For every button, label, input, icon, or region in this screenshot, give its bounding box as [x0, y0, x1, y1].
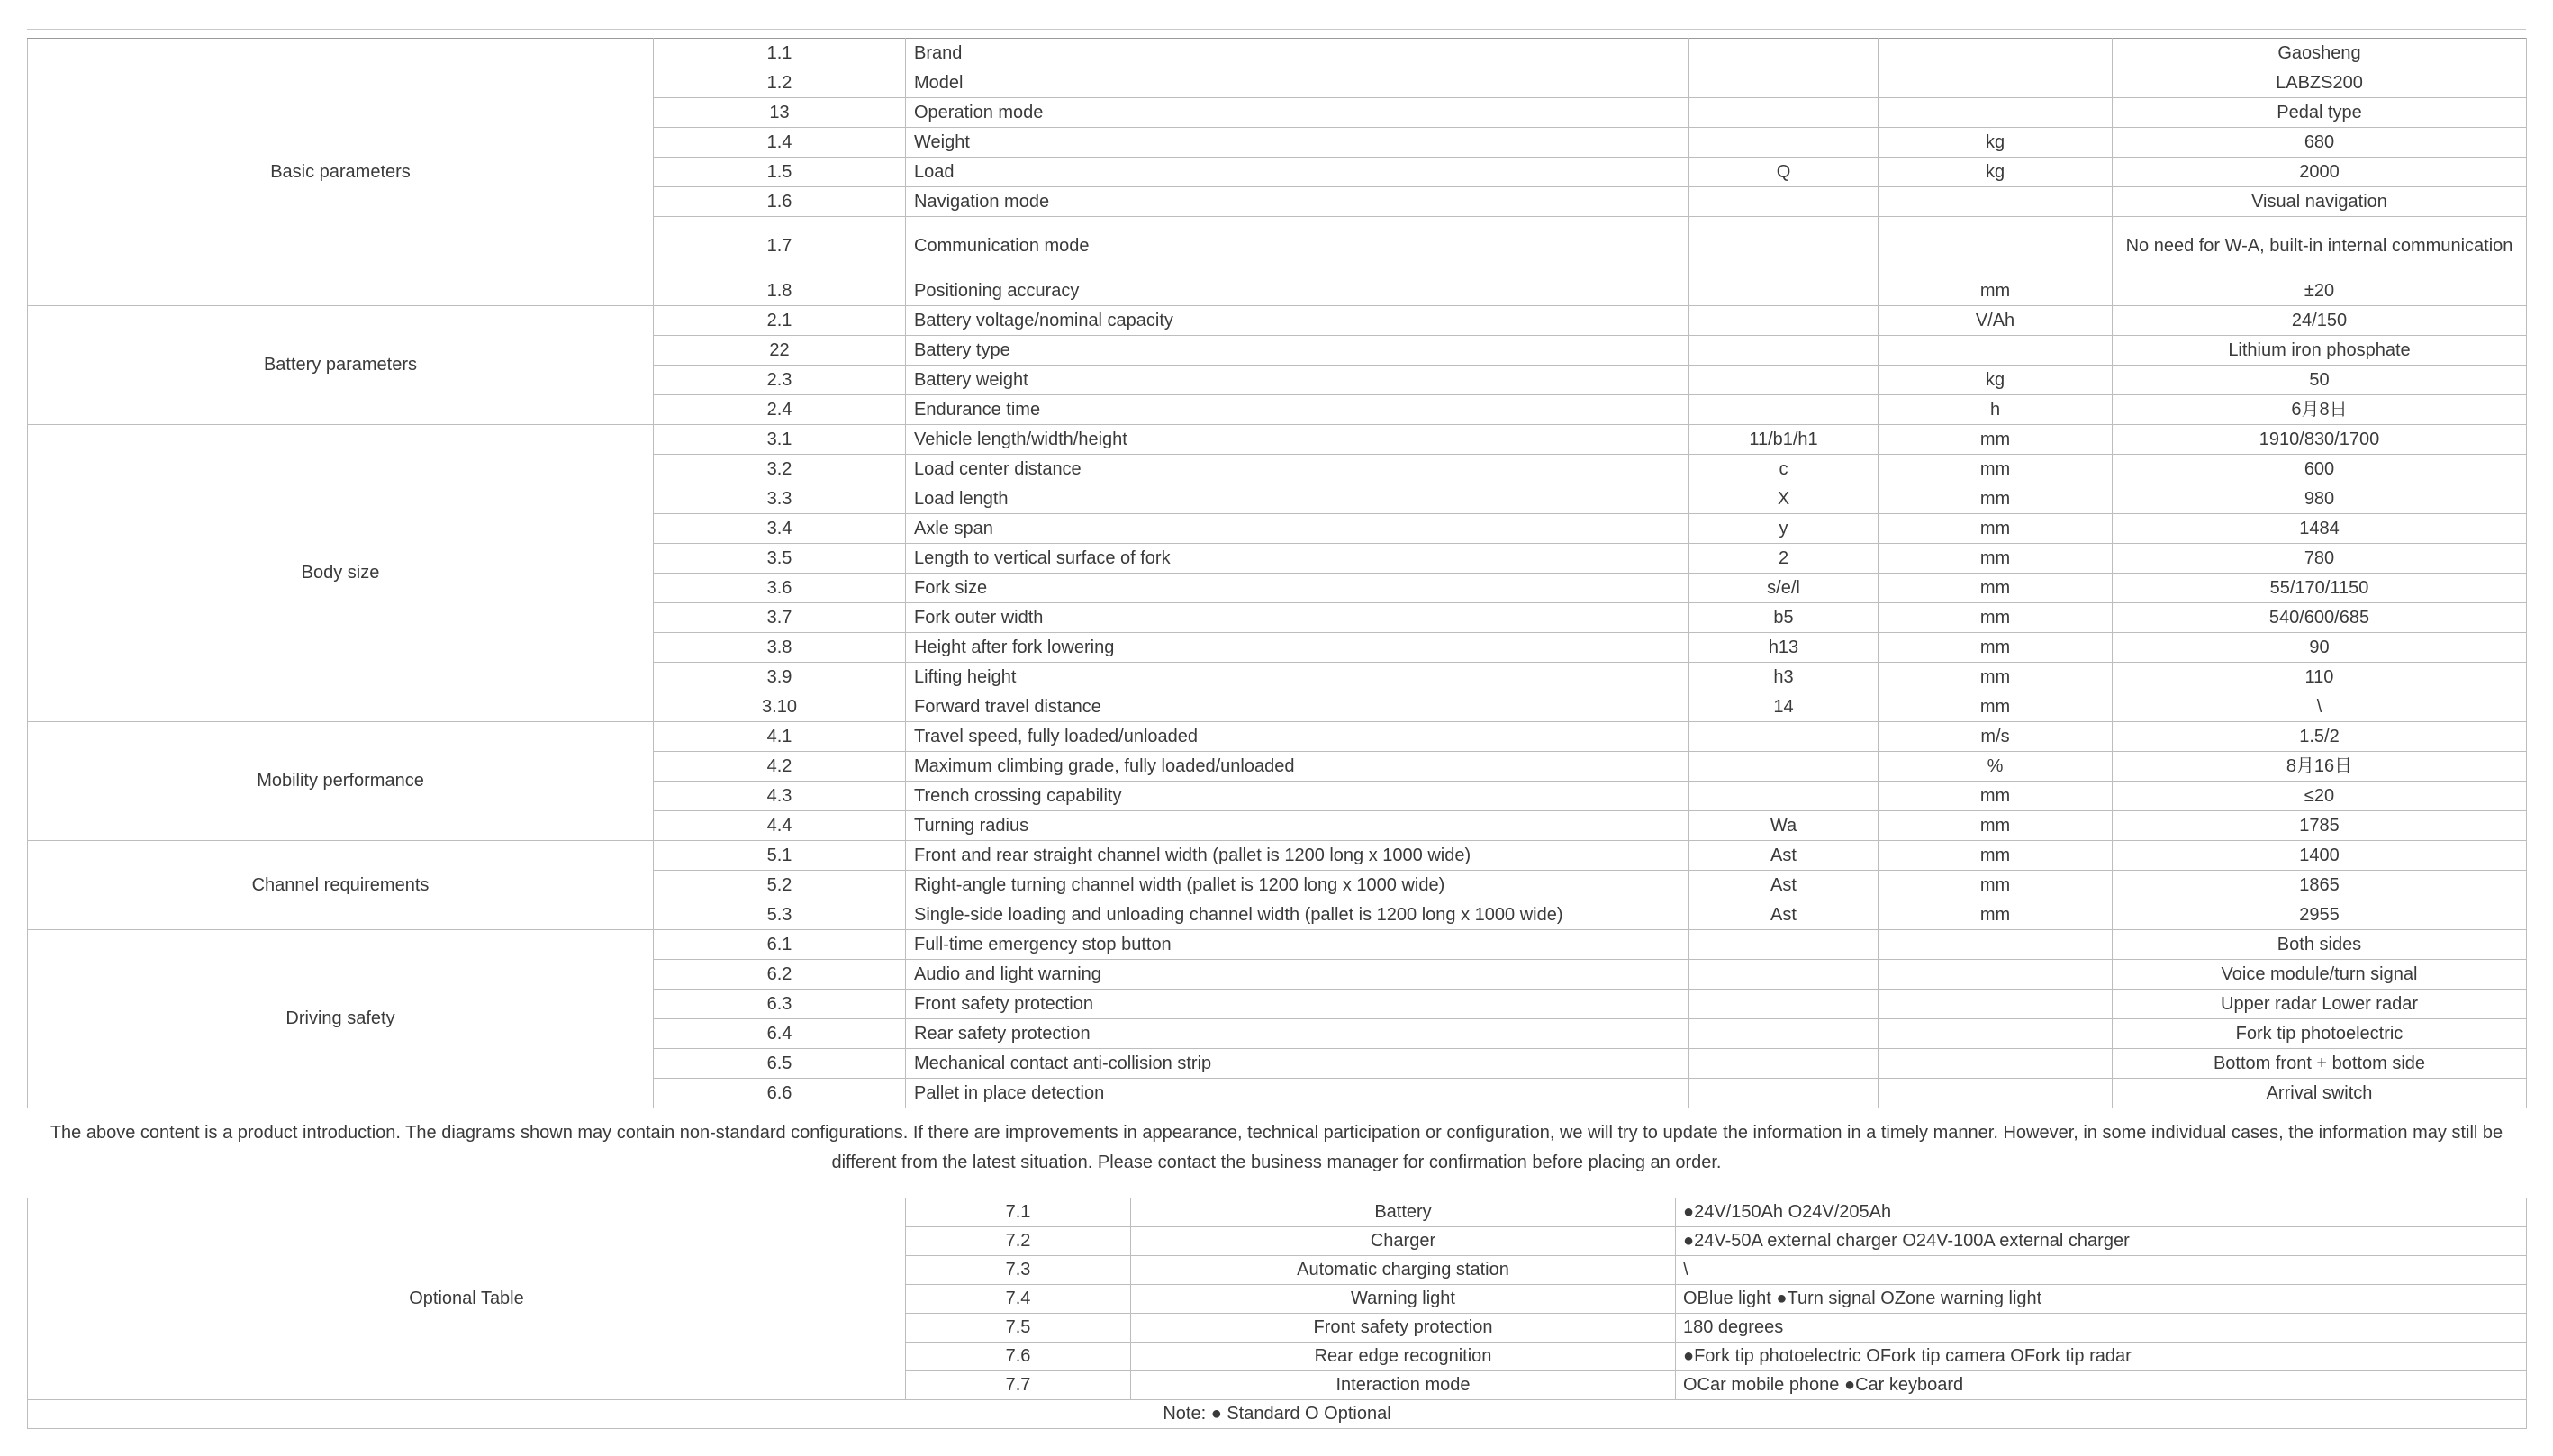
param-name-cell: Communication mode [906, 217, 1689, 276]
row-number-cell: 1.4 [654, 128, 906, 158]
row-number-cell: 3.7 [654, 603, 906, 633]
unit-cell [1879, 1019, 2113, 1049]
item-name-cell: Warning light [1131, 1285, 1676, 1314]
symbol-cell: h13 [1689, 633, 1879, 663]
value-cell: 780 [2113, 544, 2527, 574]
symbol-cell [1689, 336, 1879, 366]
unit-cell: kg [1879, 128, 2113, 158]
symbol-cell: Wa [1689, 811, 1879, 841]
row-number-cell: 3.6 [654, 574, 906, 603]
symbol-cell: b5 [1689, 603, 1879, 633]
row-number-cell: 5.2 [654, 871, 906, 900]
row-number-cell: 3.5 [654, 544, 906, 574]
value-cell: ±20 [2113, 276, 2527, 306]
value-cell: 110 [2113, 663, 2527, 692]
unit-cell [1879, 98, 2113, 128]
unit-cell: mm [1879, 514, 2113, 544]
value-cell: 50 [2113, 366, 2527, 395]
unit-cell [1879, 1049, 2113, 1079]
row-number-cell: 5.1 [654, 841, 906, 871]
unit-cell [1879, 930, 2113, 960]
param-name-cell: Vehicle length/width/height [906, 425, 1689, 455]
spec-row [28, 306, 2527, 336]
disclaimer-text: The above content is a product introduction. The diagrams shown may contain non-standard configurations. If there are improvements in appearance, technical participation or configuration, we will try to update the information in a timely manner. However, in some individual cases, the information may still be different from the latest situation. Please contact the business manager for confirmation before placing an order. [50, 1123, 2503, 1172]
symbol-cell [1689, 98, 1879, 128]
symbol-cell: 2 [1689, 544, 1879, 574]
value-cell: 8月16日 [2113, 752, 2527, 782]
value-cell: 540/600/685 [2113, 603, 2527, 633]
value-cell: OCar mobile phone ●Car keyboard [1676, 1371, 2527, 1400]
value-cell: Voice module/turn signal [2113, 960, 2527, 990]
row-number-cell: 7.2 [906, 1227, 1131, 1256]
symbol-cell: X [1689, 484, 1879, 514]
spec-row [28, 425, 2527, 455]
param-name-cell: Navigation mode [906, 187, 1689, 217]
row-number-cell: 1.7 [654, 217, 906, 276]
spec-row [28, 930, 2527, 960]
category-cell: Body size [28, 425, 654, 722]
unit-cell: kg [1879, 158, 2113, 187]
param-name-cell: Load length [906, 484, 1689, 514]
row-number-cell: 7.3 [906, 1256, 1131, 1285]
param-name-cell: Pallet in place detection [906, 1079, 1689, 1108]
row-number-cell: 3.10 [654, 692, 906, 722]
symbol-cell: y [1689, 514, 1879, 544]
item-name-cell: Automatic charging station [1131, 1256, 1676, 1285]
param-name-cell: Brand [906, 39, 1689, 68]
row-number-cell: 1.6 [654, 187, 906, 217]
value-cell: 1785 [2113, 811, 2527, 841]
category-cell: Driving safety [28, 930, 654, 1108]
unit-cell: mm [1879, 841, 2113, 871]
symbol-cell [1689, 306, 1879, 336]
row-number-cell: 7.5 [906, 1314, 1131, 1343]
category-cell: Battery parameters [28, 306, 654, 425]
spec-row [28, 841, 2527, 871]
symbol-cell [1689, 960, 1879, 990]
row-number-cell: 13 [654, 98, 906, 128]
value-cell: Pedal type [2113, 98, 2527, 128]
item-name-cell: Interaction mode [1131, 1371, 1676, 1400]
value-cell: Gaosheng [2113, 39, 2527, 68]
unit-cell: mm [1879, 544, 2113, 574]
row-number-cell: 22 [654, 336, 906, 366]
symbol-cell [1689, 217, 1879, 276]
item-name-cell: Rear edge recognition [1131, 1343, 1676, 1371]
param-name-cell: Fork size [906, 574, 1689, 603]
unit-cell: % [1879, 752, 2113, 782]
unit-cell: mm [1879, 425, 2113, 455]
unit-cell [1879, 336, 2113, 366]
symbol-cell [1689, 722, 1879, 752]
param-name-cell: Single-side loading and unloading channel width (pallet is 1200 long x 1000 wide) [906, 900, 1689, 930]
row-number-cell: 3.8 [654, 633, 906, 663]
row-number-cell: 6.5 [654, 1049, 906, 1079]
row-number-cell: 3.4 [654, 514, 906, 544]
param-name-cell: Battery weight [906, 366, 1689, 395]
symbol-cell [1689, 39, 1879, 68]
unit-cell: mm [1879, 455, 2113, 484]
param-name-cell: Weight [906, 128, 1689, 158]
value-cell: 980 [2113, 484, 2527, 514]
symbol-cell [1689, 276, 1879, 306]
symbol-cell: Ast [1689, 871, 1879, 900]
symbol-cell [1689, 1049, 1879, 1079]
symbol-cell: s/e/l [1689, 574, 1879, 603]
param-name-cell: Forward travel distance [906, 692, 1689, 722]
row-number-cell: 3.2 [654, 455, 906, 484]
value-cell: ●Fork tip photoelectric OFork tip camera OFork tip radar [1676, 1343, 2527, 1371]
row-number-cell: 6.2 [654, 960, 906, 990]
row-number-cell: 7.4 [906, 1285, 1131, 1314]
unit-cell: mm [1879, 811, 2113, 841]
param-name-cell: Battery voltage/nominal capacity [906, 306, 1689, 336]
unit-cell [1879, 39, 2113, 68]
param-name-cell: Model [906, 68, 1689, 98]
note-row [28, 1400, 2527, 1429]
param-name-cell: Full-time emergency stop button [906, 930, 1689, 960]
row-number-cell: 5.3 [654, 900, 906, 930]
value-cell: 680 [2113, 128, 2527, 158]
value-cell: 1865 [2113, 871, 2527, 900]
item-name-cell: Front safety protection [1131, 1314, 1676, 1343]
param-name-cell: Height after fork lowering [906, 633, 1689, 663]
unit-cell [1879, 187, 2113, 217]
symbol-cell [1689, 752, 1879, 782]
value-cell: \ [1676, 1256, 2527, 1285]
unit-cell: mm [1879, 900, 2113, 930]
item-name-cell: Battery [1131, 1198, 1676, 1227]
value-cell: 24/150 [2113, 306, 2527, 336]
row-number-cell: 1.5 [654, 158, 906, 187]
row-number-cell: 6.4 [654, 1019, 906, 1049]
row-number-cell: 4.3 [654, 782, 906, 811]
row-number-cell: 1.8 [654, 276, 906, 306]
value-cell: 1.5/2 [2113, 722, 2527, 752]
param-name-cell: Right-angle turning channel width (pallet is 1200 long x 1000 wide) [906, 871, 1689, 900]
value-cell: 600 [2113, 455, 2527, 484]
unit-cell [1879, 960, 2113, 990]
unit-cell: h [1879, 395, 2113, 425]
unit-cell: mm [1879, 692, 2113, 722]
param-name-cell: Fork outer width [906, 603, 1689, 633]
unit-cell: mm [1879, 484, 2113, 514]
unit-cell: mm [1879, 782, 2113, 811]
value-cell: 1400 [2113, 841, 2527, 871]
unit-cell: mm [1879, 633, 2113, 663]
param-name-cell: Front safety protection [906, 990, 1689, 1019]
value-cell: Upper radar Lower radar [2113, 990, 2527, 1019]
symbol-cell: Ast [1689, 841, 1879, 871]
symbol-cell [1689, 1079, 1879, 1108]
row-number-cell: 7.1 [906, 1198, 1131, 1227]
symbol-cell [1689, 366, 1879, 395]
symbol-cell: 14 [1689, 692, 1879, 722]
unit-cell [1879, 1079, 2113, 1108]
row-number-cell: 6.3 [654, 990, 906, 1019]
param-name-cell: Mechanical contact anti-collision strip [906, 1049, 1689, 1079]
value-cell: 1910/830/1700 [2113, 425, 2527, 455]
param-name-cell: Turning radius [906, 811, 1689, 841]
value-cell: 2955 [2113, 900, 2527, 930]
row-number-cell: 7.6 [906, 1343, 1131, 1371]
unit-cell [1879, 217, 2113, 276]
symbol-cell: Q [1689, 158, 1879, 187]
row-number-cell: 2.4 [654, 395, 906, 425]
param-name-cell: Load center distance [906, 455, 1689, 484]
row-number-cell: 2.3 [654, 366, 906, 395]
item-name-cell: Charger [1131, 1227, 1676, 1256]
value-cell: LABZS200 [2113, 68, 2527, 98]
value-cell: 1484 [2113, 514, 2527, 544]
row-number-cell: 3.9 [654, 663, 906, 692]
value-cell: \ [2113, 692, 2527, 722]
symbol-cell [1689, 68, 1879, 98]
value-cell: Fork tip photoelectric [2113, 1019, 2527, 1049]
unit-cell: mm [1879, 871, 2113, 900]
value-cell: Both sides [2113, 930, 2527, 960]
symbol-cell [1689, 782, 1879, 811]
symbol-cell: Ast [1689, 900, 1879, 930]
param-name-cell: Lifting height [906, 663, 1689, 692]
param-name-cell: Battery type [906, 336, 1689, 366]
value-cell: Bottom front + bottom side [2113, 1049, 2527, 1079]
unit-cell: mm [1879, 603, 2113, 633]
category-cell: Mobility performance [28, 722, 654, 841]
optional-equipment-table [27, 1198, 2527, 1429]
value-cell: ●24V-50A external charger O24V-100A external charger [1676, 1227, 2527, 1256]
value-cell: 2000 [2113, 158, 2527, 187]
main-spec-table [27, 38, 2527, 1108]
row-number-cell: 7.7 [906, 1371, 1131, 1400]
unit-cell: mm [1879, 276, 2113, 306]
row-number-cell: 4.4 [654, 811, 906, 841]
param-name-cell: Audio and light warning [906, 960, 1689, 990]
symbol-cell [1689, 128, 1879, 158]
optional-row [28, 1198, 2527, 1227]
unit-cell: mm [1879, 663, 2113, 692]
symbol-cell: c [1689, 455, 1879, 484]
symbol-cell: h3 [1689, 663, 1879, 692]
note-cell: Note: ● Standard O Optional [28, 1400, 2527, 1429]
row-number-cell: 4.2 [654, 752, 906, 782]
value-cell: 180 degrees [1676, 1314, 2527, 1343]
symbol-cell [1689, 990, 1879, 1019]
param-name-cell: Load [906, 158, 1689, 187]
row-number-cell: 6.6 [654, 1079, 906, 1108]
param-name-cell: Rear safety protection [906, 1019, 1689, 1049]
row-number-cell: 2.1 [654, 306, 906, 336]
param-name-cell: Endurance time [906, 395, 1689, 425]
value-cell: Visual navigation [2113, 187, 2527, 217]
top-rule [27, 29, 2526, 30]
spec-row [28, 722, 2527, 752]
unit-cell [1879, 68, 2113, 98]
row-number-cell: 1.1 [654, 39, 906, 68]
param-name-cell: Length to vertical surface of fork [906, 544, 1689, 574]
row-number-cell: 3.3 [654, 484, 906, 514]
param-name-cell: Operation mode [906, 98, 1689, 128]
value-cell: OBlue light ●Turn signal OZone warning light [1676, 1285, 2527, 1314]
spec-row [28, 39, 2527, 68]
symbol-cell [1689, 930, 1879, 960]
row-number-cell: 3.1 [654, 425, 906, 455]
row-number-cell: 1.2 [654, 68, 906, 98]
value-cell: ≤20 [2113, 782, 2527, 811]
param-name-cell: Positioning accuracy [906, 276, 1689, 306]
value-cell: 55/170/1150 [2113, 574, 2527, 603]
category-cell: Basic parameters [28, 39, 654, 306]
value-cell: ●24V/150Ah O24V/205Ah [1676, 1198, 2527, 1227]
param-name-cell: Axle span [906, 514, 1689, 544]
param-name-cell: Front and rear straight channel width (pallet is 1200 long x 1000 wide) [906, 841, 1689, 871]
row-number-cell: 6.1 [654, 930, 906, 960]
value-cell: Lithium iron phosphate [2113, 336, 2527, 366]
unit-cell [1879, 990, 2113, 1019]
category-cell: Optional Table [28, 1198, 906, 1400]
unit-cell: m/s [1879, 722, 2113, 752]
symbol-cell [1689, 395, 1879, 425]
symbol-cell [1689, 1019, 1879, 1049]
row-number-cell: 4.1 [654, 722, 906, 752]
unit-cell: kg [1879, 366, 2113, 395]
category-cell: Channel requirements [28, 841, 654, 930]
value-cell: 90 [2113, 633, 2527, 663]
param-name-cell: Travel speed, fully loaded/unloaded [906, 722, 1689, 752]
value-cell: Arrival switch [2113, 1079, 2527, 1108]
param-name-cell: Trench crossing capability [906, 782, 1689, 811]
symbol-cell: 11/b1/h1 [1689, 425, 1879, 455]
unit-cell: V/Ah [1879, 306, 2113, 336]
symbol-cell [1689, 187, 1879, 217]
unit-cell: mm [1879, 574, 2113, 603]
value-cell: 6月8日 [2113, 395, 2527, 425]
param-name-cell: Maximum climbing grade, fully loaded/unloaded [906, 752, 1689, 782]
value-cell: No need for W-A, built-in internal communication [2113, 217, 2527, 276]
